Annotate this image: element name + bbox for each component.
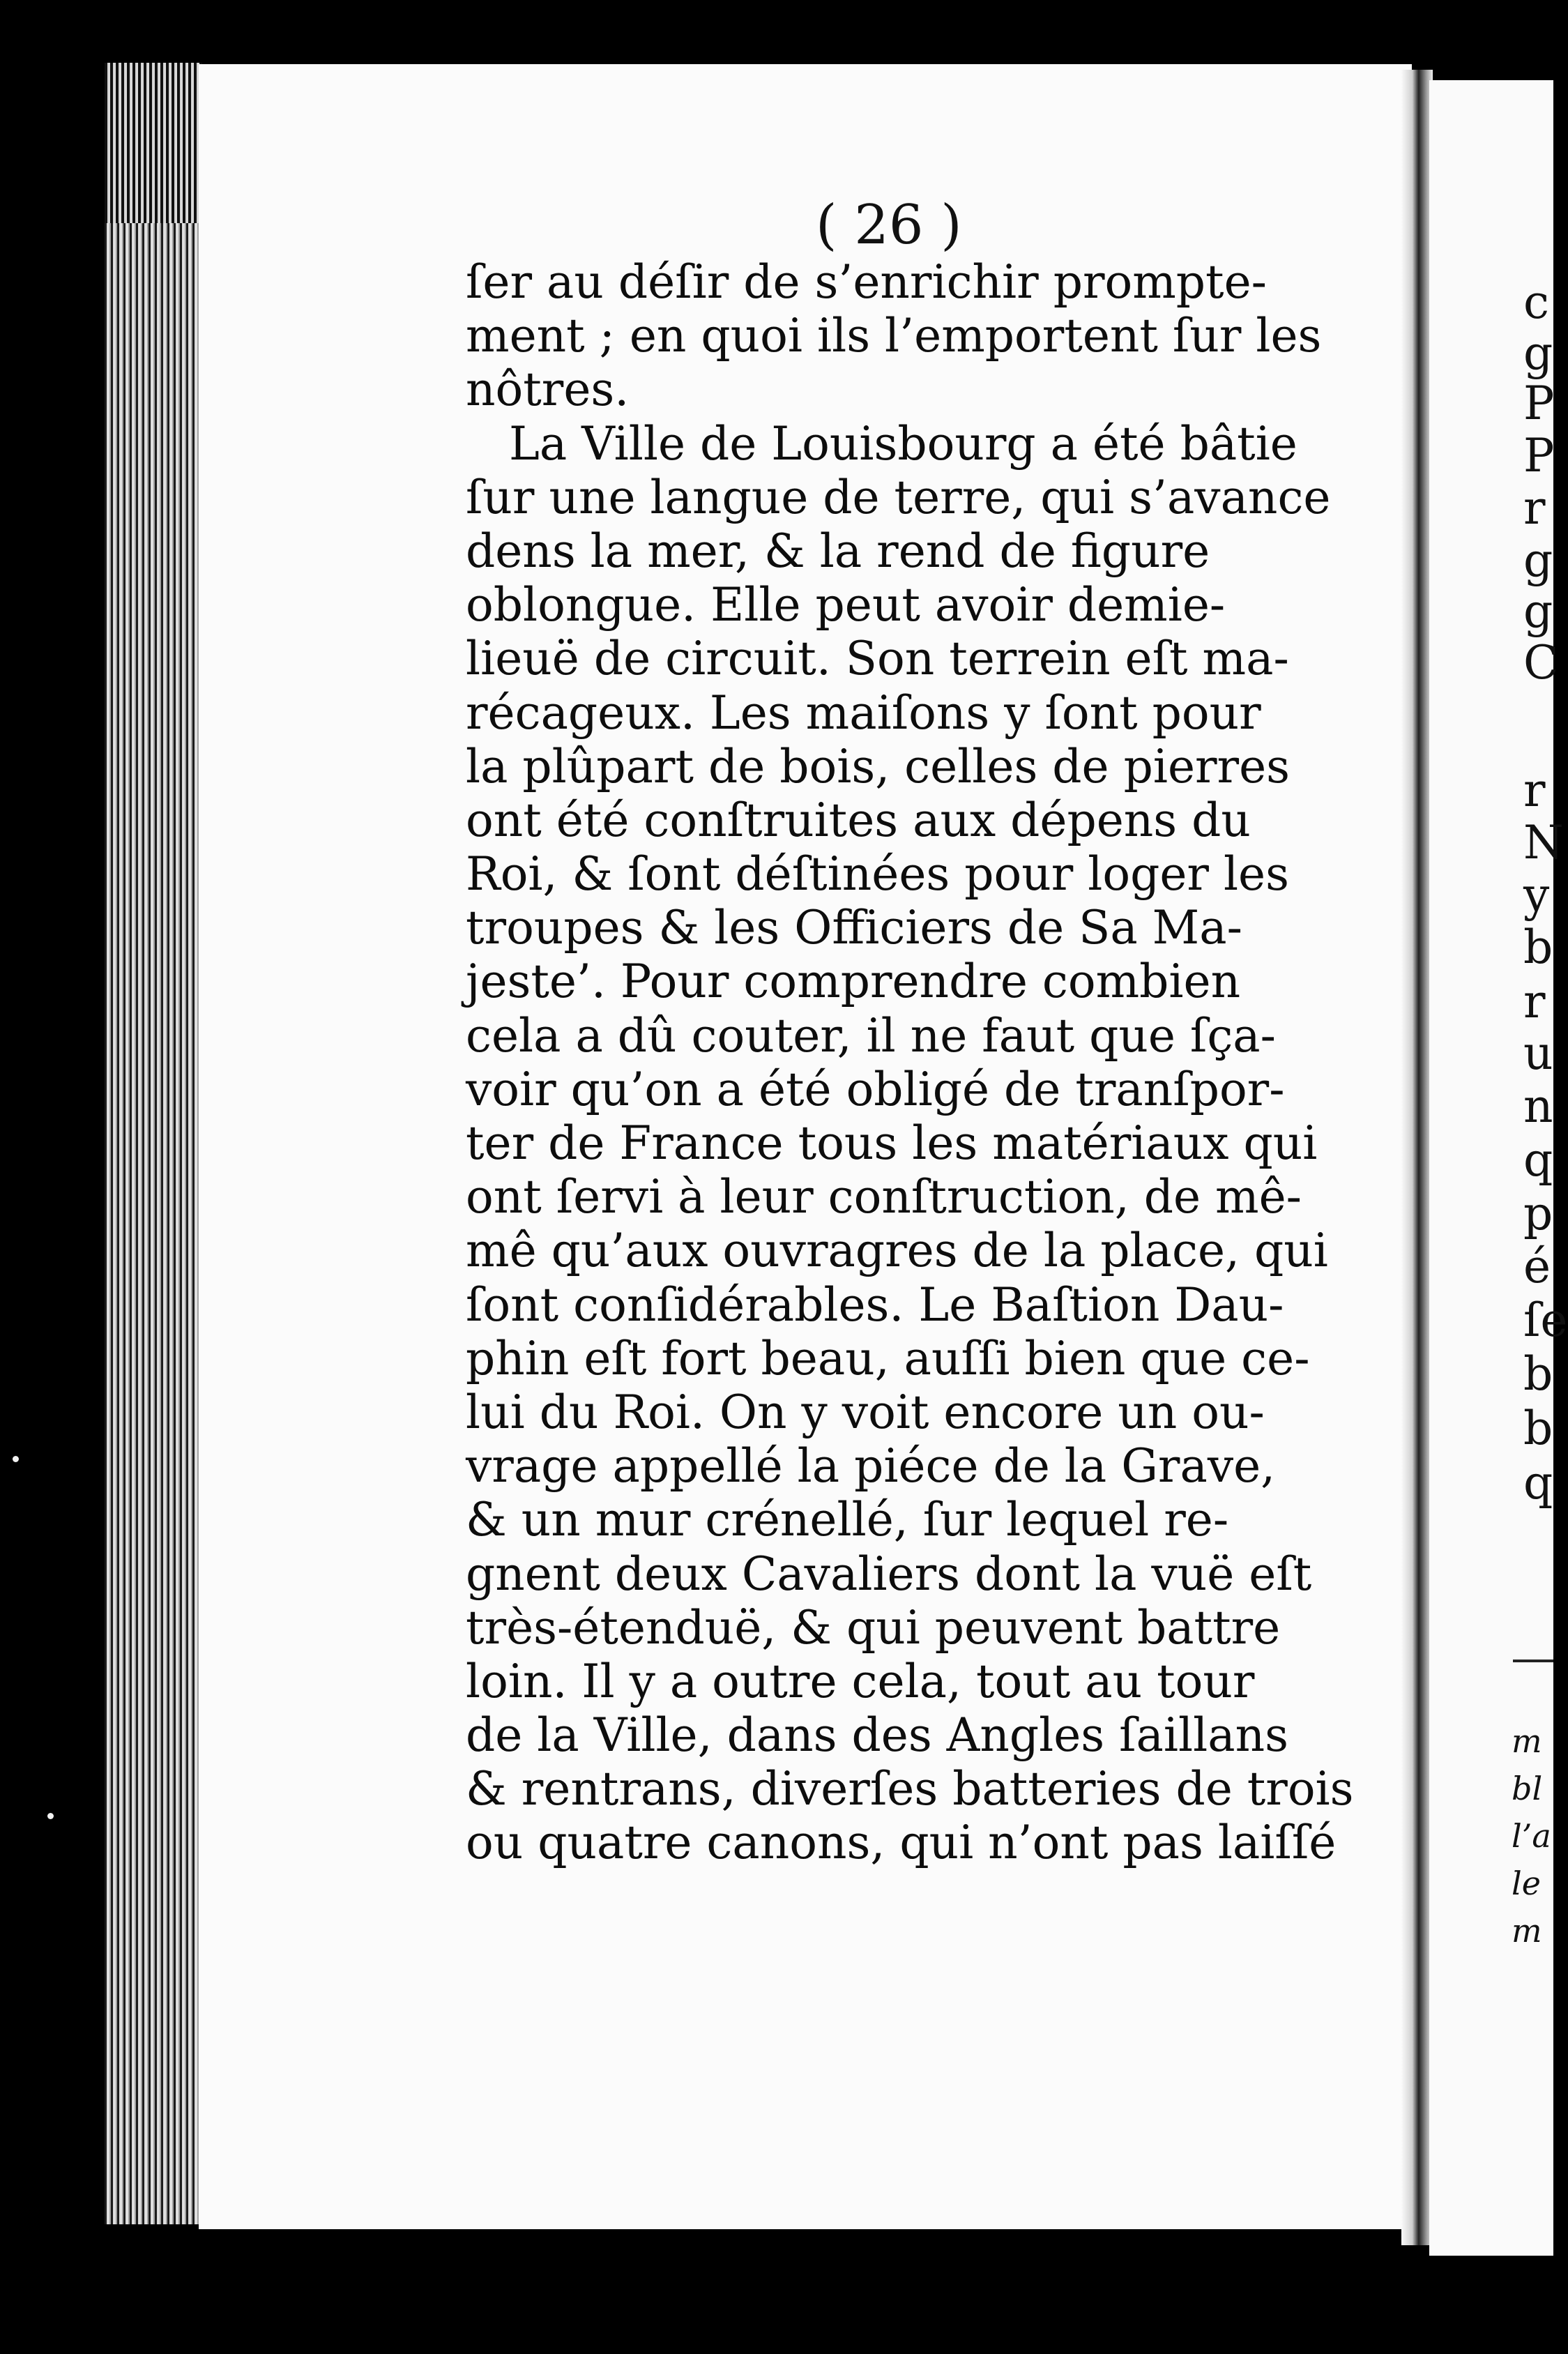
text-line: ment ; en quoi ils l’emportent ſur les	[466, 309, 1322, 363]
text-line: loin. Il y a outre cela, tout au tour	[466, 1654, 1255, 1708]
facing-page-footnote-letter: bl	[1512, 1770, 1543, 1807]
page-body-text	[466, 255, 1354, 1870]
text-line: voir qu’on a été obligé de tranſpor-	[466, 1062, 1285, 1116]
text-line: ſont conſidérables. Le Baſtion Dau-	[466, 1277, 1284, 1332]
facing-page-letter: u	[1523, 1026, 1553, 1080]
text-line: La Ville de Louisbourg a été bâtie	[509, 416, 1297, 471]
facing-page-letter: g	[1523, 533, 1553, 587]
text-line: récageux. Les maiſons y ſont pour	[466, 685, 1261, 740]
facing-page-letter: y	[1523, 868, 1550, 922]
left-page-stack-edge	[105, 63, 202, 2224]
footnote-rule	[1513, 1660, 1553, 1662]
text-line: très-étenduë, & qui peuvent battre	[466, 1600, 1281, 1655]
text-line: & rentrans, diverſes batteries de trois	[466, 1762, 1354, 1816]
facing-page-letter: N	[1523, 816, 1564, 870]
facing-page-letter: é	[1523, 1240, 1551, 1293]
facing-page-letter: n	[1523, 1079, 1553, 1133]
text-line: la plûpart de bois, celles de pierres	[466, 739, 1291, 793]
left-page-stack-edge-top	[105, 63, 202, 223]
facing-page-letter: q	[1523, 1456, 1553, 1510]
text-line: troupes & les Officiers de Sa Ma-	[466, 901, 1242, 955]
facing-page-letter: g	[1523, 584, 1553, 638]
text-line: ſur une langue de terre, qui s’avance	[466, 470, 1331, 524]
facing-page-letter: p	[1523, 1187, 1553, 1240]
facing-page-letter: c	[1523, 275, 1549, 329]
text-line: jeste’. Pour comprendre combien	[466, 955, 1241, 1009]
text-line: gnent deux Cavaliers dont la vuë eſt	[466, 1547, 1312, 1601]
text-line: ont ſervi à leur conſtruction, de mê-	[466, 1170, 1302, 1224]
facing-page-letter: q	[1523, 1133, 1553, 1187]
text-line: mê qu’aux ouvragres de la place, qui	[466, 1224, 1328, 1278]
text-line: ou quatre canons, qui n’ont pas laiſſé	[466, 1816, 1337, 1870]
text-line: & un mur crénellé, ſur lequel re-	[466, 1493, 1229, 1547]
text-line: ont été conſtruites aux dépens du	[466, 793, 1251, 847]
facing-page-footnote-letter: le	[1512, 1865, 1541, 1902]
text-line: dens la mer, & la rend de figure	[466, 524, 1210, 578]
book-gutter	[1401, 70, 1433, 2245]
facing-page-footnote-letter: l’a	[1512, 1817, 1551, 1855]
text-line: de la Ville, dans des Angles ſaillans	[466, 1708, 1288, 1763]
facing-page-letter: ſe	[1523, 1293, 1568, 1347]
text-line: cela a dû couter, il ne faut que ſça-	[466, 1008, 1276, 1063]
text-line: vrage appellé la piéce de la Grave,	[466, 1439, 1276, 1494]
page-number: ( 26 )	[816, 194, 962, 257]
facing-page-letter: C	[1523, 636, 1559, 690]
facing-page-letter: b	[1523, 920, 1553, 974]
facing-page-letter: P	[1523, 429, 1555, 483]
facing-page-footnote-letter: m	[1512, 1912, 1542, 1950]
text-line: phin eſt fort beau, auſſi bien que ce-	[466, 1331, 1310, 1385]
facing-page-letter: r	[1523, 764, 1546, 817]
text-line: nôtres.	[466, 363, 630, 417]
facing-page-letter: g	[1523, 326, 1553, 380]
facing-page-letter: r	[1523, 481, 1546, 535]
dust-speck	[13, 1456, 19, 1462]
facing-page-letter: b	[1523, 1347, 1553, 1401]
text-line: ter de France tous les matériaux qui	[466, 1116, 1318, 1170]
text-line: oblongue. Elle peut avoir demie-	[466, 578, 1226, 632]
text-line: lieuë de circuit. Son terrein eſt ma-	[466, 632, 1289, 686]
facing-page-letter: r	[1523, 975, 1546, 1028]
text-line: Roi, & ſont déſtinées pour loger les	[466, 847, 1289, 902]
facing-page-letter: P	[1523, 377, 1555, 430]
text-line: lui du Roi. On y voit encore un ou-	[466, 1385, 1265, 1439]
dust-speck	[47, 1813, 54, 1819]
text-line: ſer au déſir de s’enrichir prompte-	[466, 255, 1267, 309]
facing-page-letter: b	[1523, 1402, 1553, 1455]
facing-page-footnote-letter: m	[1512, 1722, 1542, 1760]
